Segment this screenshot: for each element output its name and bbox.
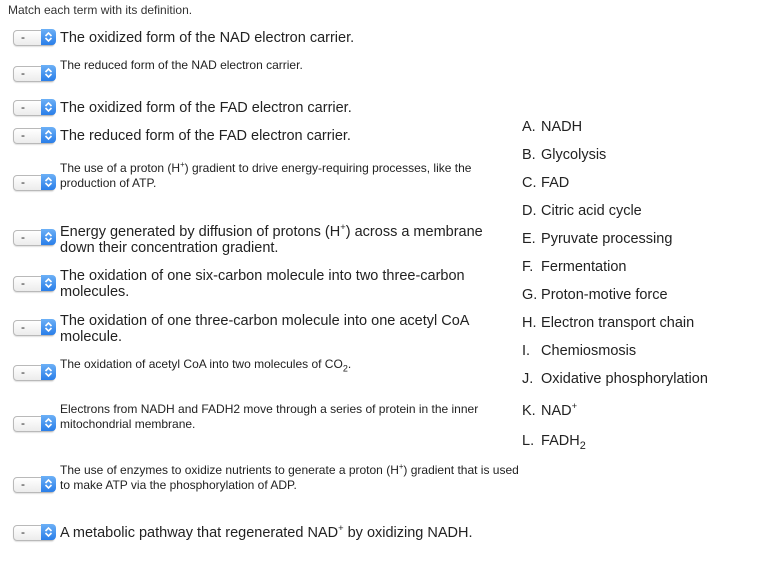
answer-select-7[interactable]: [13, 276, 55, 292]
answer-select-10[interactable]: [13, 416, 55, 432]
question-3: The oxidized form of the FAD electron carrier.: [60, 100, 352, 116]
answer-select-11[interactable]: [13, 477, 55, 493]
question-4: The reduced form of the FAD electron carrier.: [60, 128, 351, 144]
select-arrows-icon[interactable]: [41, 229, 56, 245]
answer-select-5[interactable]: [13, 175, 55, 191]
option-item: F. Fermentation: [522, 259, 627, 275]
select-value: -: [21, 30, 25, 44]
select-arrows-icon[interactable]: [41, 319, 56, 335]
question-12: A metabolic pathway that regenerated NAD+ by oxidizing NADH.: [60, 522, 473, 541]
option-item: E. Pyruvate processing: [522, 231, 673, 247]
select-arrows-icon[interactable]: [41, 524, 56, 540]
select-value: -: [21, 100, 25, 114]
question-10: Electrons from NADH and FADH2 move through a series of protein in the inner mitochondrial membrane.: [60, 402, 479, 431]
option-item: J. Oxidative phosphorylation: [522, 371, 708, 387]
question-7: The oxidation of one six-carbon molecule into two three-carbon molecules.: [60, 268, 465, 300]
select-arrows-icon[interactable]: [41, 65, 56, 81]
select-value: -: [21, 230, 25, 244]
option-item: B. Glycolysis: [522, 147, 607, 163]
question-1: The oxidized form of the NAD electron carrier.: [60, 30, 355, 46]
select-arrows-icon[interactable]: [41, 275, 56, 291]
answer-select-1[interactable]: [13, 30, 55, 46]
answer-select-4[interactable]: [13, 128, 55, 144]
answer-select-9[interactable]: [13, 365, 55, 381]
option-item: L. $FADH_2$: [522, 433, 586, 452]
select-value: -: [21, 365, 25, 379]
select-value: -: [21, 320, 25, 334]
select-arrows-icon[interactable]: [41, 364, 56, 380]
option-item: D. Citric acid cycle: [522, 203, 642, 219]
question-8: The oxidation of one three-carbon molecule into one acetyl CoA molecule.: [60, 313, 469, 345]
answer-select-6[interactable]: [13, 230, 55, 246]
answer-select-12[interactable]: [13, 525, 55, 541]
select-arrows-icon[interactable]: [41, 127, 56, 143]
select-arrows-icon[interactable]: [41, 29, 56, 45]
question-6: Energy generated by diffusion of protons (H+) across a membrane down their concentration gradient.: [60, 221, 483, 256]
select-arrows-icon[interactable]: [41, 415, 56, 431]
answer-select-3[interactable]: [13, 100, 55, 116]
select-value: -: [21, 416, 25, 430]
select-value: -: [21, 128, 25, 142]
option-item: H. Electron transport chain: [522, 315, 695, 331]
select-value: -: [21, 477, 25, 491]
question-2: The reduced form of the NAD electron carrier.: [60, 58, 303, 72]
select-value: -: [21, 175, 25, 189]
select-arrows-icon[interactable]: [41, 174, 56, 190]
option-item: K. NAD+: [522, 400, 578, 419]
select-value: -: [21, 525, 25, 539]
question-5: The use of a proton (H+) gradient to drive energy-requiring processes, like the production of ATP.: [60, 160, 472, 190]
option-item: I. Chemiosmosis: [522, 343, 637, 359]
question-9: The oxidation of acetyl CoA into two molecules of $CO_2$.: [60, 357, 352, 374]
select-arrows-icon[interactable]: [41, 476, 56, 492]
select-value: -: [21, 66, 25, 80]
answer-select-8[interactable]: [13, 320, 55, 336]
question-11: The use of enzymes to oxidize nutrients to generate a proton (H+) gradient that is used to make ATP via the phosphorylation of ADP.: [60, 462, 519, 492]
select-value: -: [21, 276, 25, 290]
answer-select-2[interactable]: [13, 66, 55, 82]
option-item: G. Proton-motive force: [522, 287, 668, 303]
option-item: A. NADH: [522, 119, 583, 135]
option-item: C. FAD: [522, 175, 570, 191]
instruction-text: Match each term with its definition.: [8, 3, 193, 17]
select-arrows-icon[interactable]: [41, 99, 56, 115]
